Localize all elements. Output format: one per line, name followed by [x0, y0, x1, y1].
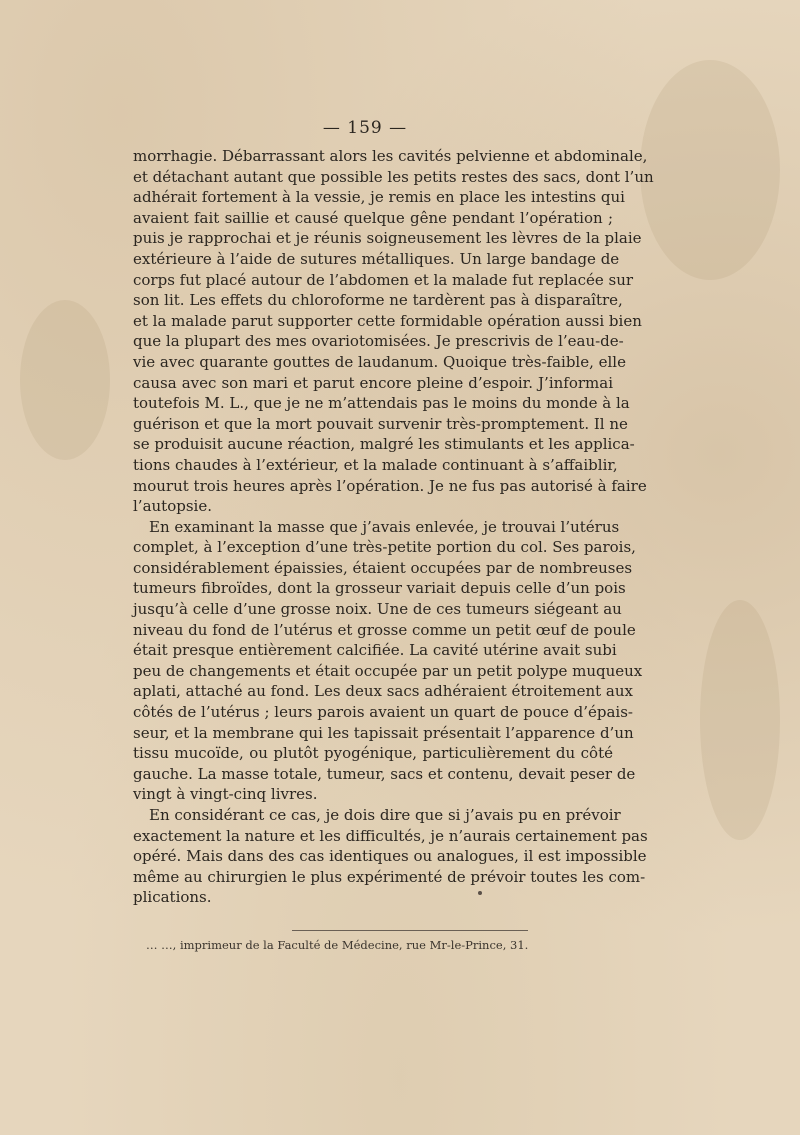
text-line: niveau du fond de l’utérus et grosse comme un petit œuf de poule: [133, 620, 636, 639]
ink-dot: [478, 891, 482, 895]
text-line: vingt à vingt-cinq livres.: [133, 785, 318, 804]
text-line: était presque entièrement calcifiée. La cavité utérine avait subi: [133, 641, 617, 660]
text-line: En considérant ce cas, je dois dire que si j’avais pu en prévoir: [149, 806, 621, 824]
text-line: corps fut placé autour de l’abdomen et la malade fut replacée sur: [133, 270, 634, 289]
text-line: tissu mucoïde, ou plutôt pyogénique, particulièrement du côté: [133, 744, 613, 763]
text-line: gauche. La masse totale, tumeur, sacs et contenu, devait peser de: [133, 764, 636, 783]
text-line: morrhagie. Débarrassant alors les cavités pelvienne et abdominale,: [133, 147, 648, 165]
text-line: son lit. Les effets du chloroforme ne tardèrent pas à disparaître,: [133, 291, 623, 310]
text-line: exactement la nature et les difficultés, je n’aurais certainement pas: [133, 826, 648, 845]
text-line: extérieure à l’aide de sutures métalliques. Un large bandage de: [133, 249, 620, 268]
text-line: et détachant autant que possible les petits restes des sacs, dont l’un: [133, 167, 654, 186]
body-text: [133, 146, 654, 908]
text-line: toutefois M. L., que je ne m’attendais pas le moins du monde à la: [133, 394, 630, 413]
text-line: aplati, attaché au fond. Les deux sacs adhéraient étroitement aux: [133, 682, 633, 701]
footer-rule: [292, 930, 528, 931]
text-line: et la malade parut supporter cette formidable opération aussi bien: [133, 311, 642, 330]
text-line: même au chirurgien le plus expérimenté de prévoir toutes les com-: [133, 867, 646, 886]
text-line: opéré. Mais dans des cas identiques ou analogues, il est impossible: [133, 847, 647, 866]
text-line: plications.: [133, 888, 212, 907]
printer-imprint: … …, imprimeur de la Faculté de Médecine, rue Mr-le-Prince, 31.: [146, 938, 529, 952]
text-line: tions chaudes à l’extérieur, et la malade continuant à s’affaiblir,: [133, 455, 618, 474]
page-number: — 159 —: [322, 118, 408, 138]
paper-stain: [700, 600, 780, 840]
text-line: guérison et que la mort pouvait survenir très-promptement. Il ne: [133, 414, 628, 433]
paper-stain: [640, 60, 780, 280]
text-line: que la plupart des mes ovariotomisées. Je prescrivis de l’eau-de-: [133, 332, 624, 351]
paper-stain: [20, 300, 110, 460]
text-line: côtés de l’utérus ; leurs parois avaient un quart de pouce d’épais-: [133, 703, 633, 722]
text-line: considérablement épaissies, étaient occupées par de nombreuses: [133, 558, 633, 577]
text-line: seur, et la membrane qui les tapissait présentait l’apparence d’un: [133, 723, 634, 742]
text-line: En examinant la masse que j’avais enlevée, je trouvai l’utérus: [149, 517, 620, 536]
text-line: jusqu’à celle d’une grosse noix. Une de ces tumeurs siégeant au: [133, 600, 622, 619]
text-line: se produisit aucune réaction, malgré les stimulants et les applica-: [133, 435, 635, 454]
text-line: avaient fait saillie et causé quelque gêne pendant l’opération ;: [133, 208, 613, 227]
text-line: puis je rapprochai et je réunis soigneusement les lèvres de la plaie: [133, 229, 642, 248]
text-line: peu de changements et était occupée par un petit polype muqueux: [133, 661, 643, 680]
text-line: l’autopsie.: [133, 497, 212, 516]
text-line: causa avec son mari et parut encore pleine d’espoir. J’informai: [133, 373, 613, 392]
text-line: vie avec quarante gouttes de laudanum. Quoique très-faible, elle: [133, 352, 626, 371]
text-line: tumeurs fibroïdes, dont la grosseur variait depuis celle d’un pois: [133, 579, 626, 598]
text-line: mourut trois heures après l’opération. Je ne fus pas autorisé à faire: [133, 476, 647, 495]
text-line: complet, à l’exception d’une très-petite portion du col. Ses parois,: [133, 538, 636, 557]
text-line: adhérait fortement à la vessie, je remis en place les intestins qui: [133, 188, 625, 207]
